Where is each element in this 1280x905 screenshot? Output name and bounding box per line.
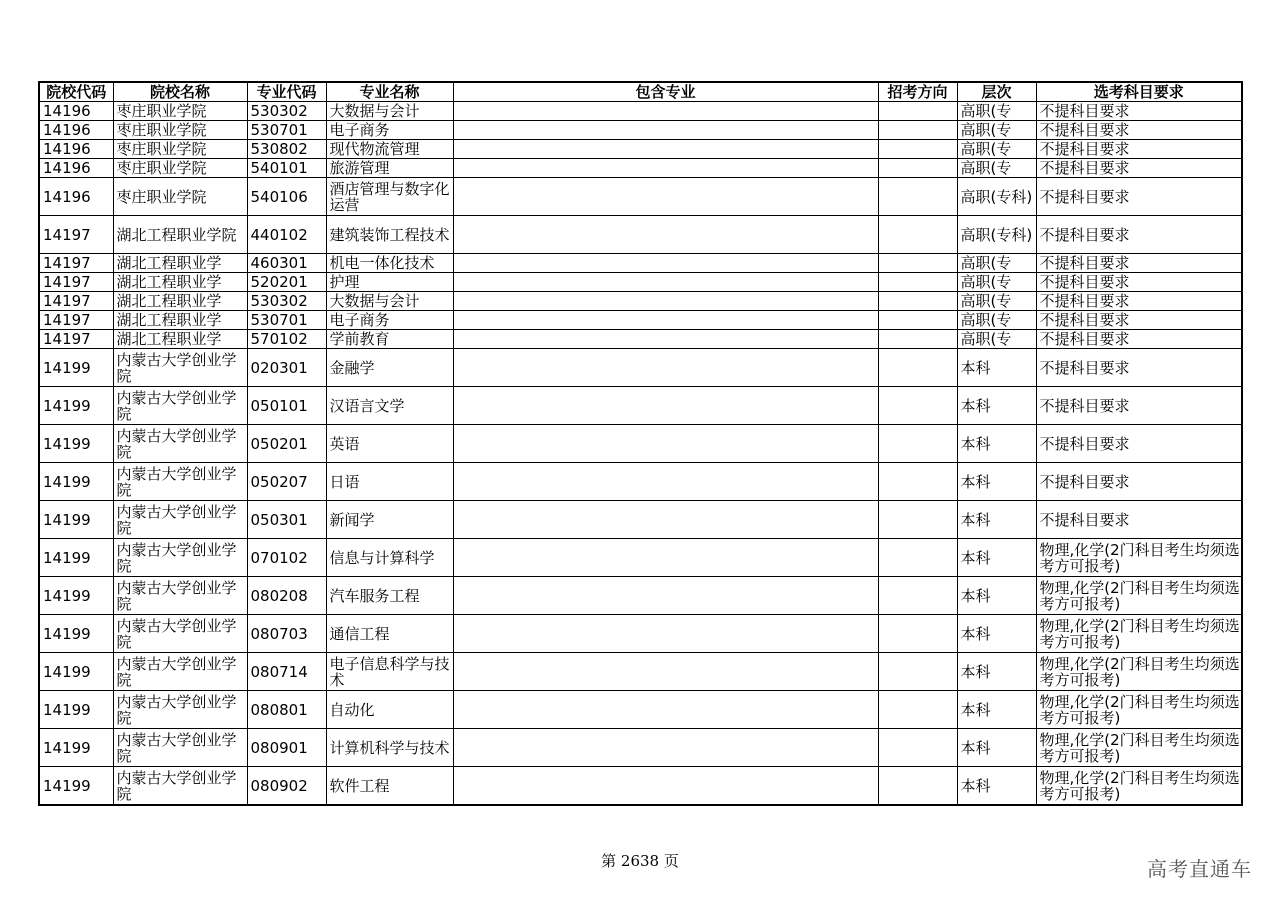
cell-major-code: 530701 — [247, 121, 326, 140]
cell-major-code: 540101 — [247, 159, 326, 178]
cell-major-name: 新闻学 — [326, 501, 453, 539]
cell-direction — [878, 102, 957, 121]
cell-major-name: 日语 — [326, 463, 453, 501]
watermark-logo-text: 高考直通车 — [1147, 857, 1252, 881]
cell-school-name: 枣庄职业学院 — [113, 140, 247, 159]
cell-major-name: 大数据与会计 — [326, 292, 453, 311]
cell-level: 高职(专科) — [957, 178, 1036, 216]
table-row — [39, 292, 1242, 311]
cell-major-code: 050207 — [247, 463, 326, 501]
table-row — [39, 349, 1242, 387]
cell-major-name: 机电一体化技术 — [326, 254, 453, 273]
cell-subject-requirement: 物理,化学(2门科目考生均须选考方可报考) — [1036, 653, 1242, 691]
cell-major-name: 建筑装饰工程技术 — [326, 216, 453, 254]
table-row — [39, 729, 1242, 767]
cell-school-name: 内蒙古大学创业学院 — [113, 539, 247, 577]
cell-subject-requirement: 不提科目要求 — [1036, 463, 1242, 501]
cell-major-code: 080902 — [247, 767, 326, 806]
table-row — [39, 254, 1242, 273]
cell-major-code: 460301 — [247, 254, 326, 273]
cell-subject-requirement: 不提科目要求 — [1036, 349, 1242, 387]
cell-school-code: 14199 — [39, 767, 113, 806]
cell-level: 高职(专 — [957, 292, 1036, 311]
cell-direction — [878, 140, 957, 159]
cell-school-name: 内蒙古大学创业学院 — [113, 349, 247, 387]
cell-level: 本科 — [957, 349, 1036, 387]
table-row — [39, 577, 1242, 615]
header-subject-requirement: 选考科目要求 — [1036, 82, 1242, 102]
cell-included-majors — [453, 539, 878, 577]
cell-direction — [878, 273, 957, 292]
cell-major-code: 530701 — [247, 311, 326, 330]
cell-direction — [878, 178, 957, 216]
cell-school-name: 湖北工程职业学 — [113, 330, 247, 349]
cell-level: 高职(专 — [957, 159, 1036, 178]
cell-subject-requirement: 不提科目要求 — [1036, 178, 1242, 216]
cell-major-name: 护理 — [326, 273, 453, 292]
cell-school-name: 内蒙古大学创业学院 — [113, 387, 247, 425]
cell-direction — [878, 330, 957, 349]
cell-level: 本科 — [957, 653, 1036, 691]
header-school-code: 院校代码 — [39, 82, 113, 102]
table-row — [39, 311, 1242, 330]
cell-direction — [878, 159, 957, 178]
cell-school-code: 14197 — [39, 311, 113, 330]
cell-school-code: 14199 — [39, 387, 113, 425]
table-row — [39, 653, 1242, 691]
cell-major-name: 学前教育 — [326, 330, 453, 349]
cell-school-code: 14197 — [39, 216, 113, 254]
cell-school-name: 内蒙古大学创业学院 — [113, 577, 247, 615]
cell-major-name: 通信工程 — [326, 615, 453, 653]
cell-major-name: 软件工程 — [326, 767, 453, 806]
cell-included-majors — [453, 254, 878, 273]
cell-direction — [878, 311, 957, 330]
cell-subject-requirement: 物理,化学(2门科目考生均须选考方可报考) — [1036, 577, 1242, 615]
table-row — [39, 216, 1242, 254]
cell-subject-requirement: 不提科目要求 — [1036, 254, 1242, 273]
cell-school-name: 湖北工程职业学 — [113, 254, 247, 273]
cell-major-code: 080801 — [247, 691, 326, 729]
cell-included-majors — [453, 463, 878, 501]
cell-school-code: 14197 — [39, 292, 113, 311]
cell-direction — [878, 425, 957, 463]
cell-level: 本科 — [957, 463, 1036, 501]
cell-school-name: 内蒙古大学创业学院 — [113, 501, 247, 539]
table-row — [39, 425, 1242, 463]
cell-included-majors — [453, 178, 878, 216]
table-row — [39, 501, 1242, 539]
cell-included-majors — [453, 615, 878, 653]
cell-direction — [878, 501, 957, 539]
cell-major-code: 080703 — [247, 615, 326, 653]
cell-major-code: 050201 — [247, 425, 326, 463]
cell-direction — [878, 387, 957, 425]
cell-school-name: 湖北工程职业学院 — [113, 216, 247, 254]
header-row — [39, 82, 1242, 102]
cell-major-code: 080901 — [247, 729, 326, 767]
cell-subject-requirement: 不提科目要求 — [1036, 121, 1242, 140]
cell-school-code: 14199 — [39, 615, 113, 653]
cell-school-name: 湖北工程职业学 — [113, 292, 247, 311]
cell-major-name: 信息与计算科学 — [326, 539, 453, 577]
table-row — [39, 121, 1242, 140]
cell-school-code: 14196 — [39, 121, 113, 140]
cell-direction — [878, 349, 957, 387]
cell-level: 本科 — [957, 577, 1036, 615]
cell-major-code: 540106 — [247, 178, 326, 216]
cell-level: 本科 — [957, 691, 1036, 729]
cell-subject-requirement: 物理,化学(2门科目考生均须选考方可报考) — [1036, 729, 1242, 767]
cell-subject-requirement: 物理,化学(2门科目考生均须选考方可报考) — [1036, 691, 1242, 729]
cell-subject-requirement: 不提科目要求 — [1036, 273, 1242, 292]
cell-included-majors — [453, 330, 878, 349]
table-row — [39, 691, 1242, 729]
table-row — [39, 767, 1242, 806]
cell-direction — [878, 653, 957, 691]
cell-included-majors — [453, 767, 878, 806]
cell-direction — [878, 121, 957, 140]
page-number: 第 2638 页 — [601, 852, 679, 870]
cell-major-code: 020301 — [247, 349, 326, 387]
cell-major-name: 电子商务 — [326, 311, 453, 330]
cell-included-majors — [453, 140, 878, 159]
cell-direction — [878, 254, 957, 273]
cell-included-majors — [453, 691, 878, 729]
cell-included-majors — [453, 273, 878, 292]
cell-major-code: 530302 — [247, 102, 326, 121]
cell-level: 高职(专 — [957, 140, 1036, 159]
cell-school-name: 枣庄职业学院 — [113, 121, 247, 140]
cell-included-majors — [453, 425, 878, 463]
cell-level: 高职(专 — [957, 121, 1036, 140]
cell-subject-requirement: 物理,化学(2门科目考生均须选考方可报考) — [1036, 615, 1242, 653]
cell-major-code: 080208 — [247, 577, 326, 615]
cell-level: 本科 — [957, 539, 1036, 577]
cell-level: 高职(专 — [957, 311, 1036, 330]
cell-major-code: 570102 — [247, 330, 326, 349]
cell-subject-requirement: 不提科目要求 — [1036, 330, 1242, 349]
cell-subject-requirement: 不提科目要求 — [1036, 159, 1242, 178]
cell-included-majors — [453, 387, 878, 425]
table-row — [39, 102, 1242, 121]
cell-school-name: 内蒙古大学创业学院 — [113, 425, 247, 463]
cell-subject-requirement: 不提科目要求 — [1036, 387, 1242, 425]
cell-school-code: 14197 — [39, 254, 113, 273]
cell-included-majors — [453, 653, 878, 691]
cell-included-majors — [453, 102, 878, 121]
cell-direction — [878, 216, 957, 254]
cell-included-majors — [453, 311, 878, 330]
cell-major-name: 英语 — [326, 425, 453, 463]
cell-school-name: 湖北工程职业学 — [113, 311, 247, 330]
cell-major-name: 汉语言文学 — [326, 387, 453, 425]
cell-school-code: 14197 — [39, 273, 113, 292]
cell-level: 本科 — [957, 387, 1036, 425]
cell-subject-requirement: 不提科目要求 — [1036, 102, 1242, 121]
table-row — [39, 140, 1242, 159]
table-row — [39, 463, 1242, 501]
cell-included-majors — [453, 501, 878, 539]
cell-school-name: 枣庄职业学院 — [113, 178, 247, 216]
cell-level: 本科 — [957, 501, 1036, 539]
cell-major-name: 旅游管理 — [326, 159, 453, 178]
cell-included-majors — [453, 121, 878, 140]
cell-major-code: 050301 — [247, 501, 326, 539]
cell-school-name: 枣庄职业学院 — [113, 102, 247, 121]
cell-school-code: 14199 — [39, 349, 113, 387]
cell-level: 高职(专 — [957, 273, 1036, 292]
cell-direction — [878, 463, 957, 501]
cell-included-majors — [453, 729, 878, 767]
admissions-table — [38, 81, 1243, 806]
table-body — [39, 102, 1242, 806]
cell-school-name: 枣庄职业学院 — [113, 159, 247, 178]
cell-school-code: 14199 — [39, 425, 113, 463]
cell-major-code: 440102 — [247, 216, 326, 254]
cell-subject-requirement: 不提科目要求 — [1036, 140, 1242, 159]
cell-major-name: 现代物流管理 — [326, 140, 453, 159]
table-row — [39, 159, 1242, 178]
cell-direction — [878, 767, 957, 806]
header-level: 层次 — [957, 82, 1036, 102]
cell-school-code: 14199 — [39, 539, 113, 577]
cell-level: 高职(专 — [957, 254, 1036, 273]
cell-school-code: 14199 — [39, 729, 113, 767]
cell-included-majors — [453, 216, 878, 254]
cell-major-name: 自动化 — [326, 691, 453, 729]
cell-school-name: 内蒙古大学创业学院 — [113, 691, 247, 729]
cell-major-code: 080714 — [247, 653, 326, 691]
cell-school-name: 内蒙古大学创业学院 — [113, 767, 247, 806]
cell-direction — [878, 577, 957, 615]
cell-major-name: 电子信息科学与技术 — [326, 653, 453, 691]
cell-direction — [878, 615, 957, 653]
cell-school-code: 14199 — [39, 577, 113, 615]
cell-level: 高职(专科) — [957, 216, 1036, 254]
cell-major-name: 计算机科学与技术 — [326, 729, 453, 767]
table-row — [39, 539, 1242, 577]
cell-direction — [878, 539, 957, 577]
table-row — [39, 178, 1242, 216]
cell-included-majors — [453, 577, 878, 615]
table-row — [39, 273, 1242, 292]
cell-level: 本科 — [957, 767, 1036, 806]
cell-included-majors — [453, 292, 878, 311]
header-included-majors: 包含专业 — [453, 82, 878, 102]
cell-school-code: 14196 — [39, 178, 113, 216]
cell-school-code: 14196 — [39, 140, 113, 159]
cell-school-name: 内蒙古大学创业学院 — [113, 729, 247, 767]
header-major-name: 专业名称 — [326, 82, 453, 102]
cell-school-code: 14196 — [39, 102, 113, 121]
cell-direction — [878, 729, 957, 767]
cell-school-code: 14199 — [39, 463, 113, 501]
header-major-code: 专业代码 — [247, 82, 326, 102]
cell-level: 高职(专 — [957, 102, 1036, 121]
cell-major-code: 520201 — [247, 273, 326, 292]
cell-school-name: 内蒙古大学创业学院 — [113, 615, 247, 653]
cell-major-name: 电子商务 — [326, 121, 453, 140]
cell-level: 高职(专 — [957, 330, 1036, 349]
cell-school-code: 14199 — [39, 653, 113, 691]
cell-school-code: 14197 — [39, 330, 113, 349]
cell-school-name: 湖北工程职业学 — [113, 273, 247, 292]
cell-direction — [878, 691, 957, 729]
cell-subject-requirement: 不提科目要求 — [1036, 501, 1242, 539]
cell-subject-requirement: 不提科目要求 — [1036, 216, 1242, 254]
header-school-name: 院校名称 — [113, 82, 247, 102]
table-row — [39, 330, 1242, 349]
cell-major-code: 050101 — [247, 387, 326, 425]
cell-subject-requirement: 不提科目要求 — [1036, 292, 1242, 311]
cell-included-majors — [453, 159, 878, 178]
cell-major-name: 汽车服务工程 — [326, 577, 453, 615]
cell-major-name: 酒店管理与数字化运营 — [326, 178, 453, 216]
cell-school-name: 内蒙古大学创业学院 — [113, 463, 247, 501]
cell-major-code: 530802 — [247, 140, 326, 159]
cell-school-code: 14199 — [39, 691, 113, 729]
header-direction: 招考方向 — [878, 82, 957, 102]
cell-included-majors — [453, 349, 878, 387]
cell-subject-requirement: 不提科目要求 — [1036, 425, 1242, 463]
cell-school-name: 内蒙古大学创业学院 — [113, 653, 247, 691]
cell-school-code: 14196 — [39, 159, 113, 178]
cell-subject-requirement: 物理,化学(2门科目考生均须选考方可报考) — [1036, 539, 1242, 577]
cell-major-name: 大数据与会计 — [326, 102, 453, 121]
cell-subject-requirement: 物理,化学(2门科目考生均须选考方可报考) — [1036, 767, 1242, 806]
cell-direction — [878, 292, 957, 311]
cell-major-name: 金融学 — [326, 349, 453, 387]
table-row — [39, 615, 1242, 653]
cell-level: 本科 — [957, 425, 1036, 463]
cell-level: 本科 — [957, 729, 1036, 767]
cell-subject-requirement: 不提科目要求 — [1036, 311, 1242, 330]
cell-school-code: 14199 — [39, 501, 113, 539]
table-row — [39, 387, 1242, 425]
cell-major-code: 070102 — [247, 539, 326, 577]
cell-major-code: 530302 — [247, 292, 326, 311]
cell-level: 本科 — [957, 615, 1036, 653]
